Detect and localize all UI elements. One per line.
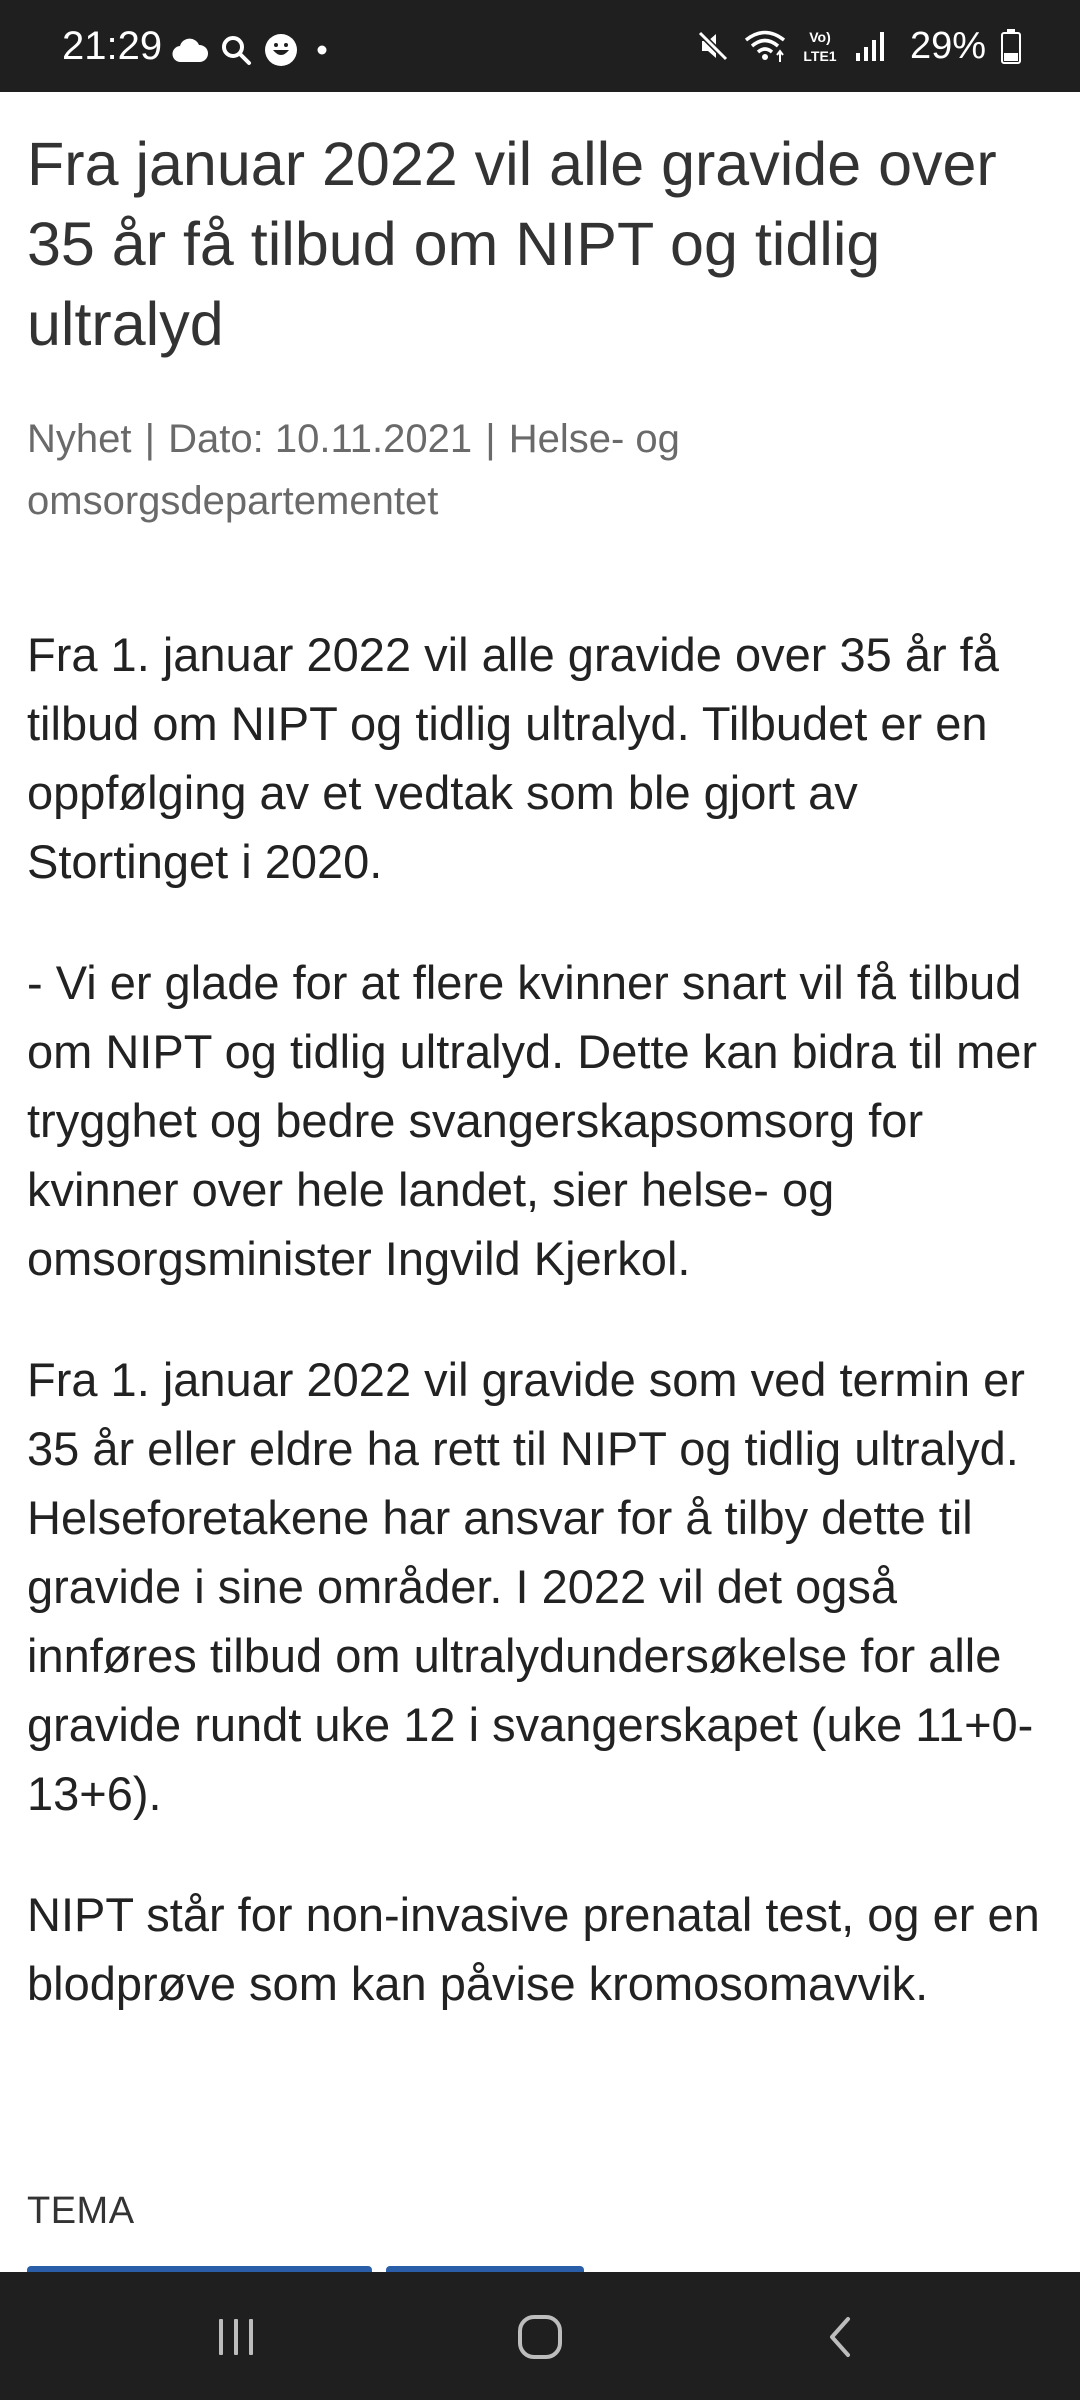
navigation-bar xyxy=(0,2272,1080,2400)
status-right xyxy=(696,24,1022,68)
article xyxy=(27,92,1057,2018)
article-date: Dato: 10.11.2021 xyxy=(168,417,473,461)
status-bar xyxy=(0,0,1080,92)
signal-icon xyxy=(854,29,888,63)
back-icon xyxy=(820,2313,860,2361)
volte-label-bottom: LTE1 xyxy=(803,48,837,64)
mute-icon xyxy=(696,29,730,63)
dot-icon xyxy=(310,40,334,60)
recent-apps-icon xyxy=(214,2315,258,2359)
article-title: Fra januar 2022 vil alle gravide over 35 år få tilbud om NIPT og tidlig ultralyd xyxy=(27,130,997,358)
article-meta xyxy=(27,408,787,532)
meta-separator: | xyxy=(144,417,156,461)
article-paragraph: - Vi er glade for at flere kvinner snart vil få tilbud om NIPT og tidlig ultralyd. Dette kan bidra til mer trygghet og bedre svangerskapsomsorg for kvinner over hele landet, sier helse- og omsorgsminister Ingvild Kjerkol. xyxy=(27,956,1038,1285)
recent-apps-button[interactable] xyxy=(196,2302,276,2372)
battery-percentage: 29% xyxy=(909,25,986,67)
battery-icon xyxy=(1000,28,1022,64)
wifi-icon xyxy=(744,29,786,63)
article-paragraph: Fra 1. januar 2022 vil alle gravide over 35 år få tilbud om NIPT og tidlig ultralyd. Tilbudet er en oppfølging av et vedtak som ble gjort av Stortinget i 2020. xyxy=(27,628,999,888)
volte-icon xyxy=(800,27,840,65)
search-icon xyxy=(220,34,252,66)
volte-label-top: Vo) xyxy=(809,29,831,45)
article-paragraph: Fra 1. januar 2022 vil gravide som ved termin er 35 år eller eldre ha rett til NIPT og tidlig ultralyd. Helseforetakene har ansvar for å tilby dette til gravide i sine områder. I 2022 vil det også innføres tilbud om ultralydundersøkelse for alle gravide rundt uke 12 i svangerskapet (uke 11+0-13+6). xyxy=(27,1353,1034,1820)
article-department[interactable]: Helse- og omsorgsdepartementet xyxy=(27,417,680,523)
face-icon xyxy=(264,33,298,67)
home-icon xyxy=(516,2313,564,2361)
back-button[interactable] xyxy=(800,2302,880,2372)
article-paragraph: NIPT står for non-invasive prenatal test, og er en blodprøve som kan påvise kromosomavvik. xyxy=(27,1888,1040,2010)
article-type: Nyhet xyxy=(27,417,132,461)
home-button[interactable] xyxy=(500,2302,580,2372)
tema-heading: TEMA xyxy=(27,2190,135,2232)
status-time: 21:29 xyxy=(62,24,163,68)
cloud-icon xyxy=(172,36,208,64)
status-left-icons xyxy=(172,30,334,70)
meta-separator: | xyxy=(485,417,496,461)
